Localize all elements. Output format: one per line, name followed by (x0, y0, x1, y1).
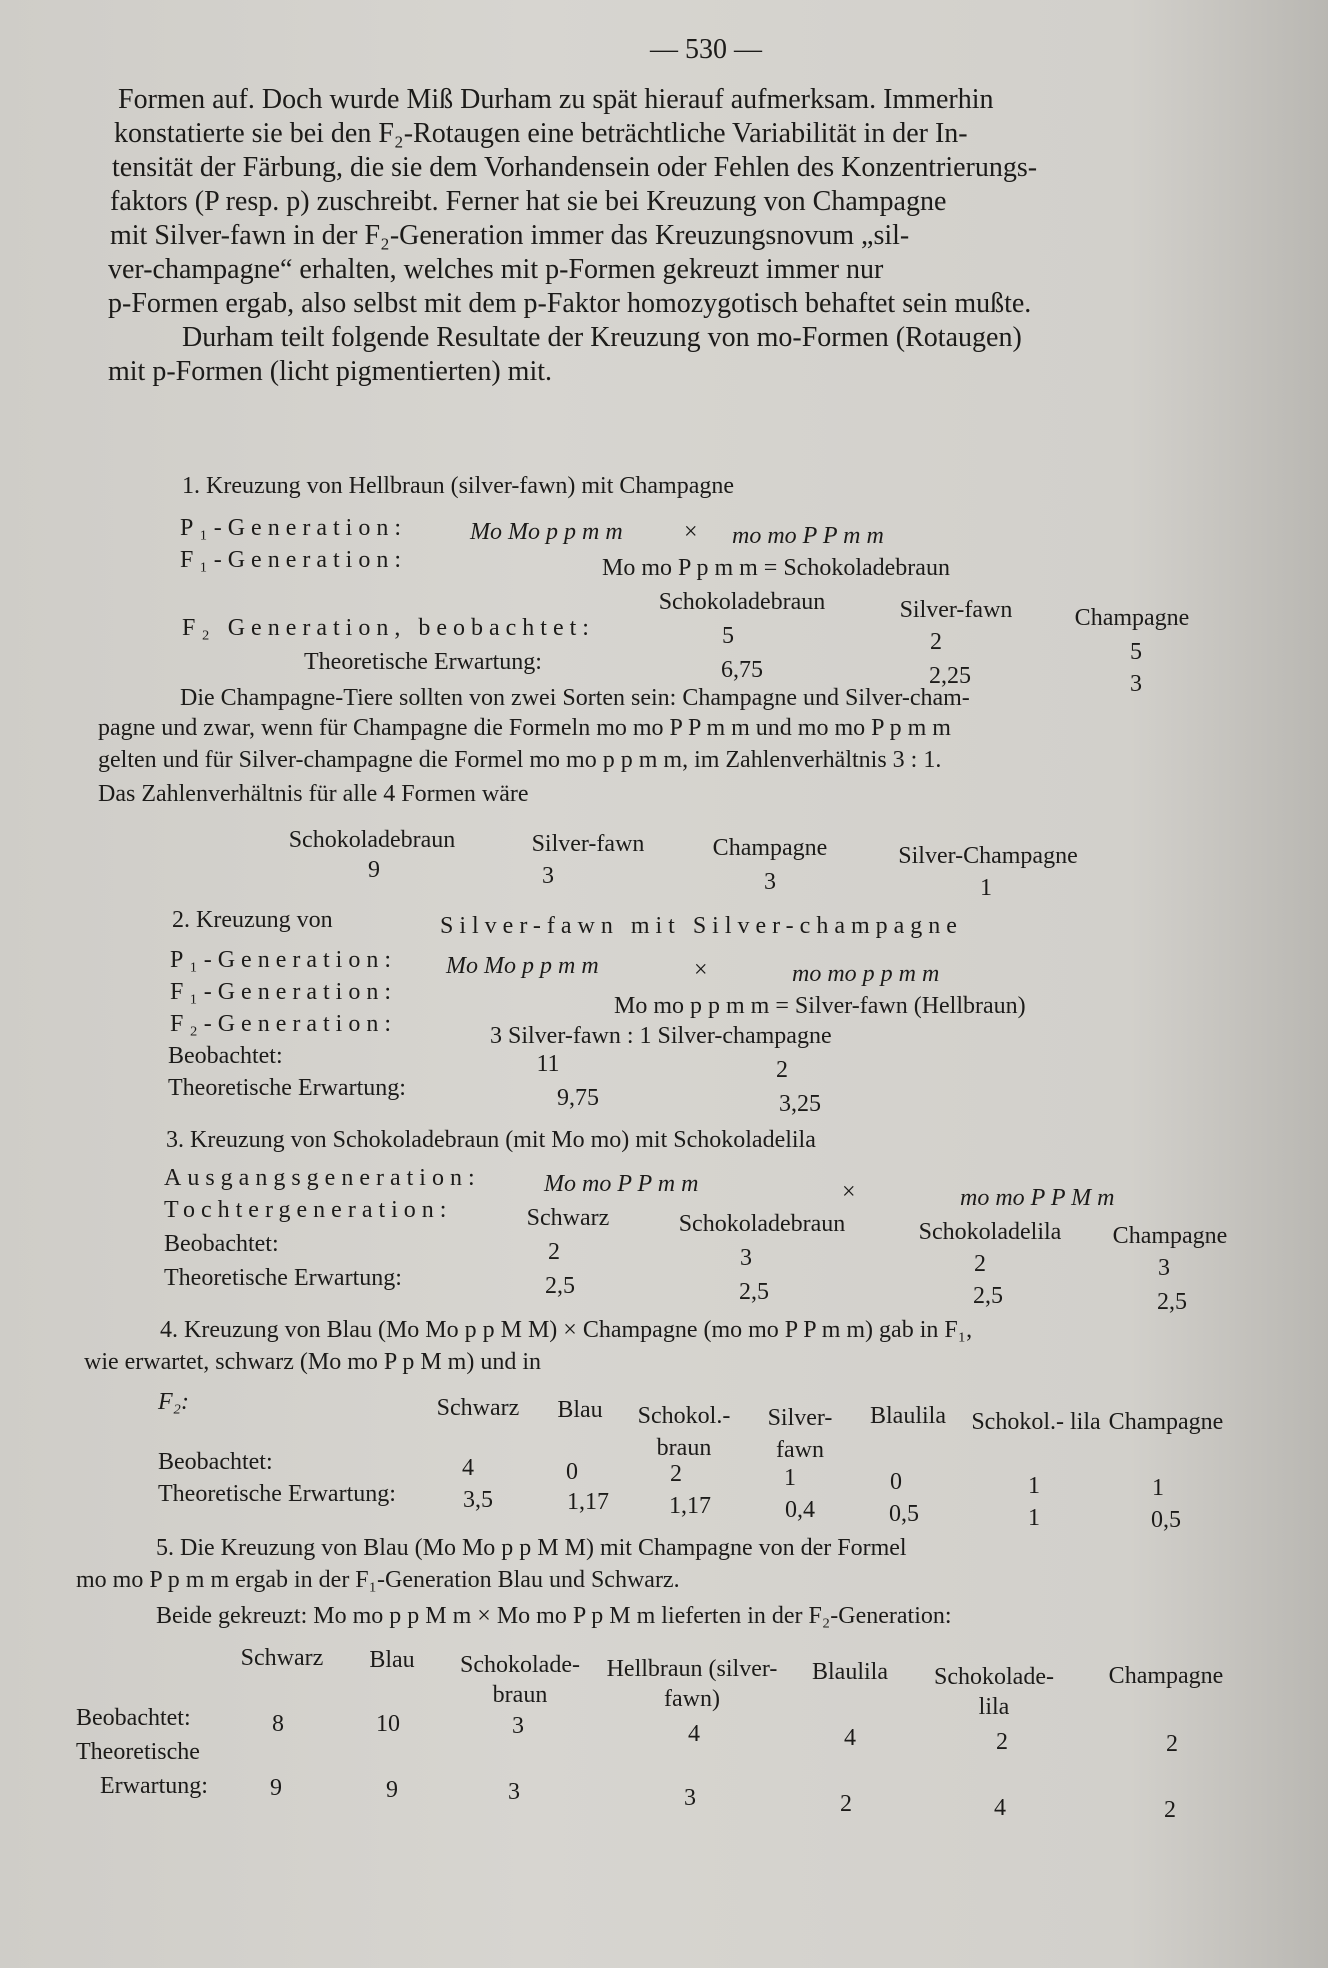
times-sign: × (684, 519, 698, 545)
cross-1-title: 1. Kreuzung von Hellbraun (silver-fawn) mit Champagne (182, 473, 735, 499)
expected-value: 2,5 (739, 1279, 769, 1305)
col-header: Schwarz (526, 1205, 610, 1231)
parent-formula-a: Mo mo P P m m (544, 1171, 699, 1197)
expected-value: 6,75 (721, 657, 763, 683)
observed-value: 5 (1130, 639, 1142, 665)
observed-label: Beobachtet: (168, 1043, 283, 1069)
intro-line: mit Silver-fawn in der F₂-Generation immer das Kreuzungsnovum „sil- (110, 220, 910, 251)
observed-value: 1 (784, 1465, 796, 1491)
observed-value: 2 (776, 1057, 788, 1083)
cross-4-line: wie erwartet, schwarz (Mo mo P p M m) und in (84, 1349, 542, 1375)
page-number: — 530 — (650, 34, 762, 65)
col-header: Schwarz (240, 1645, 324, 1671)
col-header: Schokoladebraun (678, 1211, 846, 1237)
observed-value: 4 (844, 1725, 856, 1751)
intro-line: ver-champagne“ erhalten, welches mit p-Formen gekreuzt immer nur (108, 254, 884, 285)
cross-1-note-line: Das Zahlenverhältnis für alle 4 Formen wäre (98, 781, 529, 807)
expected-value: 0,5 (889, 1501, 919, 1527)
observed-value: 4 (462, 1455, 474, 1481)
expected-value: 2 (1164, 1797, 1176, 1823)
cross-3-title: 3. Kreuzung von Schokoladebraun (mit Mo mo) mit Schokoladelila (166, 1127, 816, 1153)
intro-line: konstatierte sie bei den F₂-Rotaugen eine beträchtliche Variabilität in der In- (114, 118, 968, 149)
f2-label: F₂: (158, 1389, 189, 1415)
cross-4-line: 4. Kreuzung von Blau (Mo Mo p p M M) × Champagne (mo mo P P m m) gab in F₁, (160, 1317, 973, 1343)
observed-value: 2 (548, 1239, 560, 1265)
ratio-header: Silver-fawn (531, 831, 645, 857)
expected-value: 3 (508, 1779, 520, 1805)
intro-line: faktors (P resp. p) zuschreibt. Ferner hat sie bei Kreuzung von Champagne (110, 186, 947, 217)
expected-value: 3 (1130, 671, 1142, 697)
col-header: Schokolade- braun (460, 1652, 580, 1708)
observed-value: 5 (722, 623, 734, 649)
parent-formula-b: mo mo P P M m (960, 1185, 1115, 1211)
expected-value: 2,25 (929, 663, 971, 689)
expected-value: 9,75 (557, 1085, 599, 1111)
observed-value: 2 (930, 629, 942, 655)
col-header: Silver-fawn (899, 597, 1013, 623)
expected-value: 4 (994, 1795, 1006, 1821)
expected-label: Theoretische Erwartung: (164, 1265, 402, 1291)
col-header: Champagne (1108, 1663, 1224, 1689)
expected-label: Erwartung: (100, 1773, 208, 1799)
expected-value: 1,17 (567, 1489, 609, 1515)
col-header: Schokoladebraun (658, 589, 826, 615)
p1-generation-label: P₁-Generation: (170, 947, 397, 973)
cross-2-title-names: Silver-fawn mit Silver-champagne (440, 913, 963, 939)
col-header: Schokol.- lila (971, 1409, 1101, 1435)
expected-value: 2,5 (973, 1283, 1003, 1309)
ratio-header: Champagne (712, 835, 828, 861)
parent-formula-b: mo mo p p m m (792, 961, 940, 987)
f2-observed-label: F₂ Generation, beobachtet: (182, 615, 595, 641)
ratio-header: Silver-Champagne (898, 843, 1078, 869)
observed-value: 4 (688, 1721, 700, 1747)
f1-formula: Mo mo p p m m = Silver-fawn (Hellbraun) (614, 993, 1026, 1019)
observed-value: 11 (536, 1051, 560, 1077)
col-header: Blau (557, 1397, 603, 1423)
ratio-header: Schokoladebraun (288, 827, 456, 853)
parent-formula-b: mo mo P P m m (732, 523, 884, 549)
ratio-value: 3 (764, 869, 776, 895)
p1-generation-label: P₁-Generation: (180, 515, 407, 541)
col-header: Hellbraun (silver-fawn) (606, 1656, 778, 1712)
col-header: Schokolade- lila (934, 1664, 1054, 1720)
observed-value: 3 (740, 1245, 752, 1271)
col-header: Schwarz (436, 1395, 520, 1421)
expected-value: 2 (840, 1791, 852, 1817)
expected-value: 3 (684, 1785, 696, 1811)
col-header: Blau (369, 1647, 415, 1673)
f2-ratio: 3 Silver-fawn : 1 Silver-champagne (490, 1023, 832, 1049)
observed-value: 10 (376, 1711, 400, 1737)
col-header: Champagne (1074, 605, 1190, 631)
cross-1-note-line: Die Champagne-Tiere sollten von zwei Sorten sein: Champagne und Silver-cham- (180, 685, 970, 711)
expected-label: Theoretische Erwartung: (168, 1075, 406, 1101)
parent-formula-a: Mo Mo p p m m (470, 519, 623, 545)
observed-value: 2 (996, 1729, 1008, 1755)
observed-value: 0 (566, 1459, 578, 1485)
observed-value: 3 (1158, 1255, 1170, 1281)
cross-5-line: Beide gekreuzt: Mo mo p p M m × Mo mo P p M m lieferten in der F₂-Generation: (156, 1603, 952, 1629)
expected-value: 1,17 (669, 1493, 711, 1519)
observed-value: 1 (1152, 1475, 1164, 1501)
cross-2-title: 2. Kreuzung von (172, 907, 333, 933)
ratio-value: 3 (542, 863, 554, 889)
observed-label: Beobachtet: (164, 1231, 279, 1257)
observed-value: 0 (890, 1469, 902, 1495)
expected-value: 2,5 (545, 1273, 575, 1299)
f1-generation-label: F₁-Generation: (170, 979, 397, 1005)
col-header: Blaulila (870, 1403, 946, 1429)
col-header: Champagne (1108, 1409, 1224, 1435)
observed-value: 2 (974, 1251, 986, 1277)
expected-value: 3,25 (779, 1091, 821, 1117)
observed-value: 8 (272, 1711, 284, 1737)
cross-5-line: 5. Die Kreuzung von Blau (Mo Mo p p M M) mit Champagne von der Formel (156, 1535, 907, 1561)
observed-value: 2 (670, 1461, 682, 1487)
observed-label: Beobachtet: (158, 1449, 273, 1475)
tochter-label: Tochtergeneration: (164, 1197, 453, 1223)
col-header: Silver- fawn (767, 1405, 833, 1463)
cross-1-note-line: pagne und zwar, wenn für Champagne die Formeln mo mo P P m m und mo mo P p m m (98, 715, 951, 741)
col-header: Champagne (1112, 1223, 1228, 1249)
col-header: Schokol.- braun (637, 1403, 731, 1461)
intro-line: Durham teilt folgende Resultate der Kreuzung von mo-Formen (Rotaugen) (182, 322, 1022, 353)
expected-label: Theoretische Erwartung: (158, 1481, 396, 1507)
expected-label: Theoretische Erwartung: (304, 649, 542, 675)
expected-value: 0,4 (785, 1497, 815, 1523)
f1-formula: Mo mo P p m m = Schokoladebraun (602, 555, 950, 581)
intro-line: tensität der Färbung, die sie dem Vorhandensein oder Fehlen des Konzentrierungs- (112, 152, 1038, 183)
ratio-value: 9 (368, 857, 380, 883)
cross-1-note-line: gelten und für Silver-champagne die Formel mo mo p p m m, im Zahlenverhältnis 3 : 1. (98, 747, 942, 773)
intro-line: Formen auf. Doch wurde Miß Durham zu spät hierauf aufmerksam. Immerhin (118, 84, 994, 115)
expected-value: 0,5 (1151, 1507, 1181, 1533)
expected-value: 2,5 (1157, 1289, 1187, 1315)
expected-value: 3,5 (463, 1487, 493, 1513)
expected-label: Theoretische (76, 1739, 200, 1765)
times-sign: × (842, 1179, 856, 1205)
parent-formula-a: Mo Mo p p m m (446, 953, 599, 979)
times-sign: × (694, 957, 708, 983)
cross-5-line: mo mo P p m m ergab in der F₁-Generation Blau und Schwarz. (76, 1567, 680, 1593)
expected-value: 9 (270, 1775, 282, 1801)
observed-label: Beobachtet: (76, 1705, 191, 1731)
observed-value: 2 (1166, 1731, 1178, 1757)
f2-generation-label: F₂-Generation: (170, 1011, 397, 1037)
ratio-value: 1 (980, 875, 992, 901)
col-header: Schokoladelila (918, 1219, 1062, 1245)
expected-value: 1 (1028, 1505, 1040, 1531)
intro-line: mit p-Formen (licht pigmentierten) mit. (108, 356, 553, 387)
observed-value: 1 (1028, 1473, 1040, 1499)
intro-line: p-Formen ergab, also selbst mit dem p-Faktor homozygotisch behaftet sein mußte. (108, 288, 1032, 319)
col-header: Blaulila (812, 1659, 888, 1685)
f1-generation-label: F₁-Generation: (180, 547, 407, 573)
expected-value: 9 (386, 1777, 398, 1803)
ausgang-label: Ausgangsgeneration: (164, 1165, 481, 1191)
observed-value: 3 (512, 1713, 524, 1739)
